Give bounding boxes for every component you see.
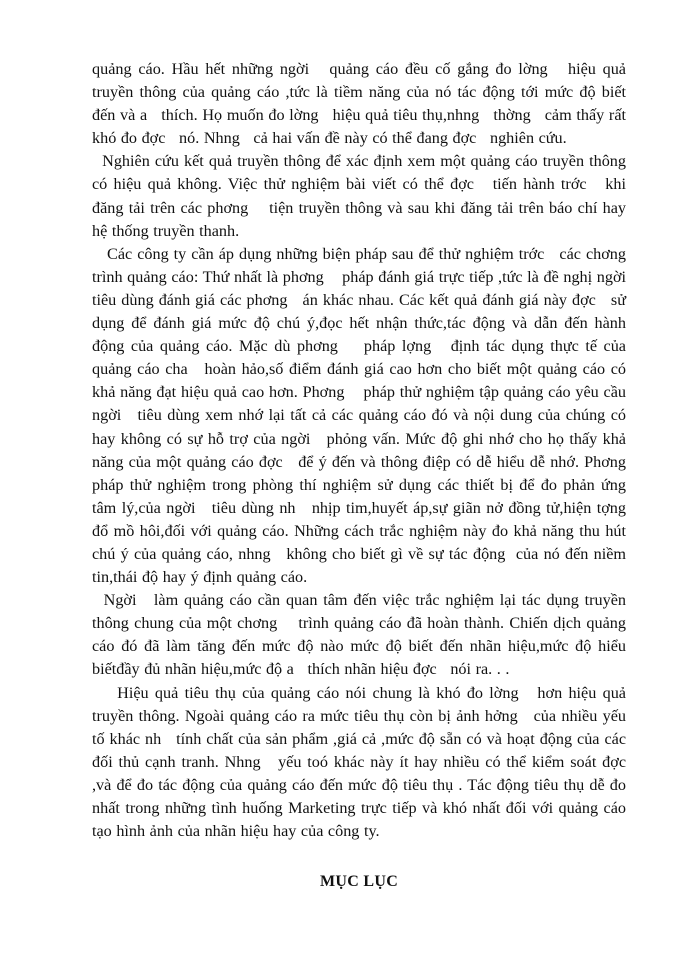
body-text <box>92 58 626 843</box>
text-line: truyền thông của quảng cáo ,tức là tiềm năng của nó tác động tới mức độ biết <box>92 83 626 102</box>
text-line: chú ý của quảng cáo, nhng không cho biết gì về sự tác động của nó đến niềm <box>92 544 626 563</box>
text-line: có hiệu quả không. Việc thử nghiệm bài viết có thể đợc tiến hành trớc khi <box>92 175 626 194</box>
text-line: tố khác nh tính chất của sản phẩm ,giá cả ,mức độ sẵn có và hoạt động của các <box>92 729 626 748</box>
text-line: Các công ty cần áp dụng những biện pháp sau để thử nghiệm trớc các chơng <box>92 244 626 263</box>
text-line: biếtđầy đủ nhãn hiệu,mức độ a thích nhãn hiệu đợc nói ra. . . <box>92 660 510 679</box>
text-line: hay không có sự hỗ trợ của ngời phỏng vấn. Mức độ ghi nhớ cho họ thấy khả <box>92 429 626 448</box>
text-line: ,và để đo tác động của quảng cáo đến mức độ tiêu thụ . Tác động tiêu thụ dễ đo <box>92 775 626 794</box>
section-heading: MỤC LỤC <box>319 873 399 891</box>
paragraph <box>92 682 626 844</box>
text-line: tâm lý,của ngời tiêu dùng nh nhịp tim,huyết áp,sự giãn nở đồng tử,hiện tợng <box>92 498 626 517</box>
paragraph <box>92 150 626 242</box>
text-line: nhất trong những tình huống Marketing trực tiếp và khó nhất đối với quảng cáo <box>92 799 626 817</box>
text-line: cáo đó đã làm tăng đến mức độ nào mức độ biết đến nhãn hiệu,mức độ hiểu <box>92 637 626 656</box>
text-line: đối thủ cạnh tranh. Nhng yếu toó khác này ít hay nhiều có thể kiểm soát đợc <box>92 752 626 771</box>
text-line: Ngời làm quảng cáo cần quan tâm đến việc trắc nghiệm lại tác dụng truyền <box>92 591 626 610</box>
text-line: Nghiên cứu kết quả truyền thông để xác định xem một quảng cáo truyền thông <box>92 152 626 171</box>
text-line: tin,thái độ hay ý định quảng cáo. <box>92 568 308 587</box>
text-line: thông chung của một chơng trình quảng cáo đã hoàn thành. Chiến dịch quảng <box>92 614 626 633</box>
text-line: hệ thống truyền thanh. <box>92 221 240 240</box>
text-line: đăng tải trên các phơng tiện truyền thông và sau khi đăng tải trên báo chí hay <box>92 198 626 217</box>
text-line: Hiệu quả tiêu thụ của quảng cáo nói chung là khó đo lờng hơn hiệu quả <box>92 683 626 702</box>
text-line: tạo hình ảnh của nhãn hiệu hay của công ty. <box>92 822 380 841</box>
text-line: động của quảng cáo. Mặc dù phơng pháp lợng định tác dụng thực tế của <box>92 337 626 356</box>
text-line: quảng cáo cha hoàn hảo,số điểm đánh giá cao hơn cho biết một quảng cáo có <box>92 360 626 379</box>
text-line: tiêu dùng đánh giá các phơng án khác nhau. Các kết quả đánh giá này đợc sử <box>92 290 626 309</box>
text-line: khả năng đạt hiệu quả cao hơn. Phơng pháp thử nghiệm tập quảng cáo yêu cầu <box>92 383 626 402</box>
text-line: trình quảng cáo: Thứ nhất là phơng pháp đánh giá trực tiếp ,tức là đề nghị ngời <box>92 267 626 286</box>
text-line: pháp thử nghiệm trong phòng thí nghiệm sử dụng các thiết bị để đo phản ứng <box>92 475 626 494</box>
text-line: năng của một quảng cáo đợc để ý đến và thông điệp có dễ hiểu dễ nhớ. Phơng <box>92 452 626 471</box>
text-line: đổ mồ hôi,đối với quảng cáo. Những cách trắc nghiệm này đo khả năng thu hút <box>92 521 626 540</box>
text-line: dụng để đánh giá mức độ chú ý,đọc hết nhận thức,tác động và dẫn đến hành <box>92 314 626 333</box>
text-line: ngời tiêu dùng xem nhớ lại tất cả các quảng cáo đó và nội dung của chúng có <box>92 406 626 425</box>
paragraph <box>92 243 626 589</box>
text-line: truyền thông. Ngoài quảng cáo ra mức tiêu thụ còn bị ảnh hởng của nhiều yếu <box>92 706 626 725</box>
text-line: khó đo đợc nó. Nhng cả hai vấn đề này có thể đang đợc nghiên cứu. <box>92 129 567 148</box>
text-line: đến và a thích. Họ muốn đo lờng hiệu quả tiêu thụ,nhng thờng cảm thấy rất <box>92 106 626 125</box>
text-line: quảng cáo. Hầu hết những ngời quảng cáo đều cố gắng đo lờng hiệu quả <box>92 60 626 78</box>
paragraph <box>92 589 626 681</box>
paragraph <box>92 58 626 150</box>
